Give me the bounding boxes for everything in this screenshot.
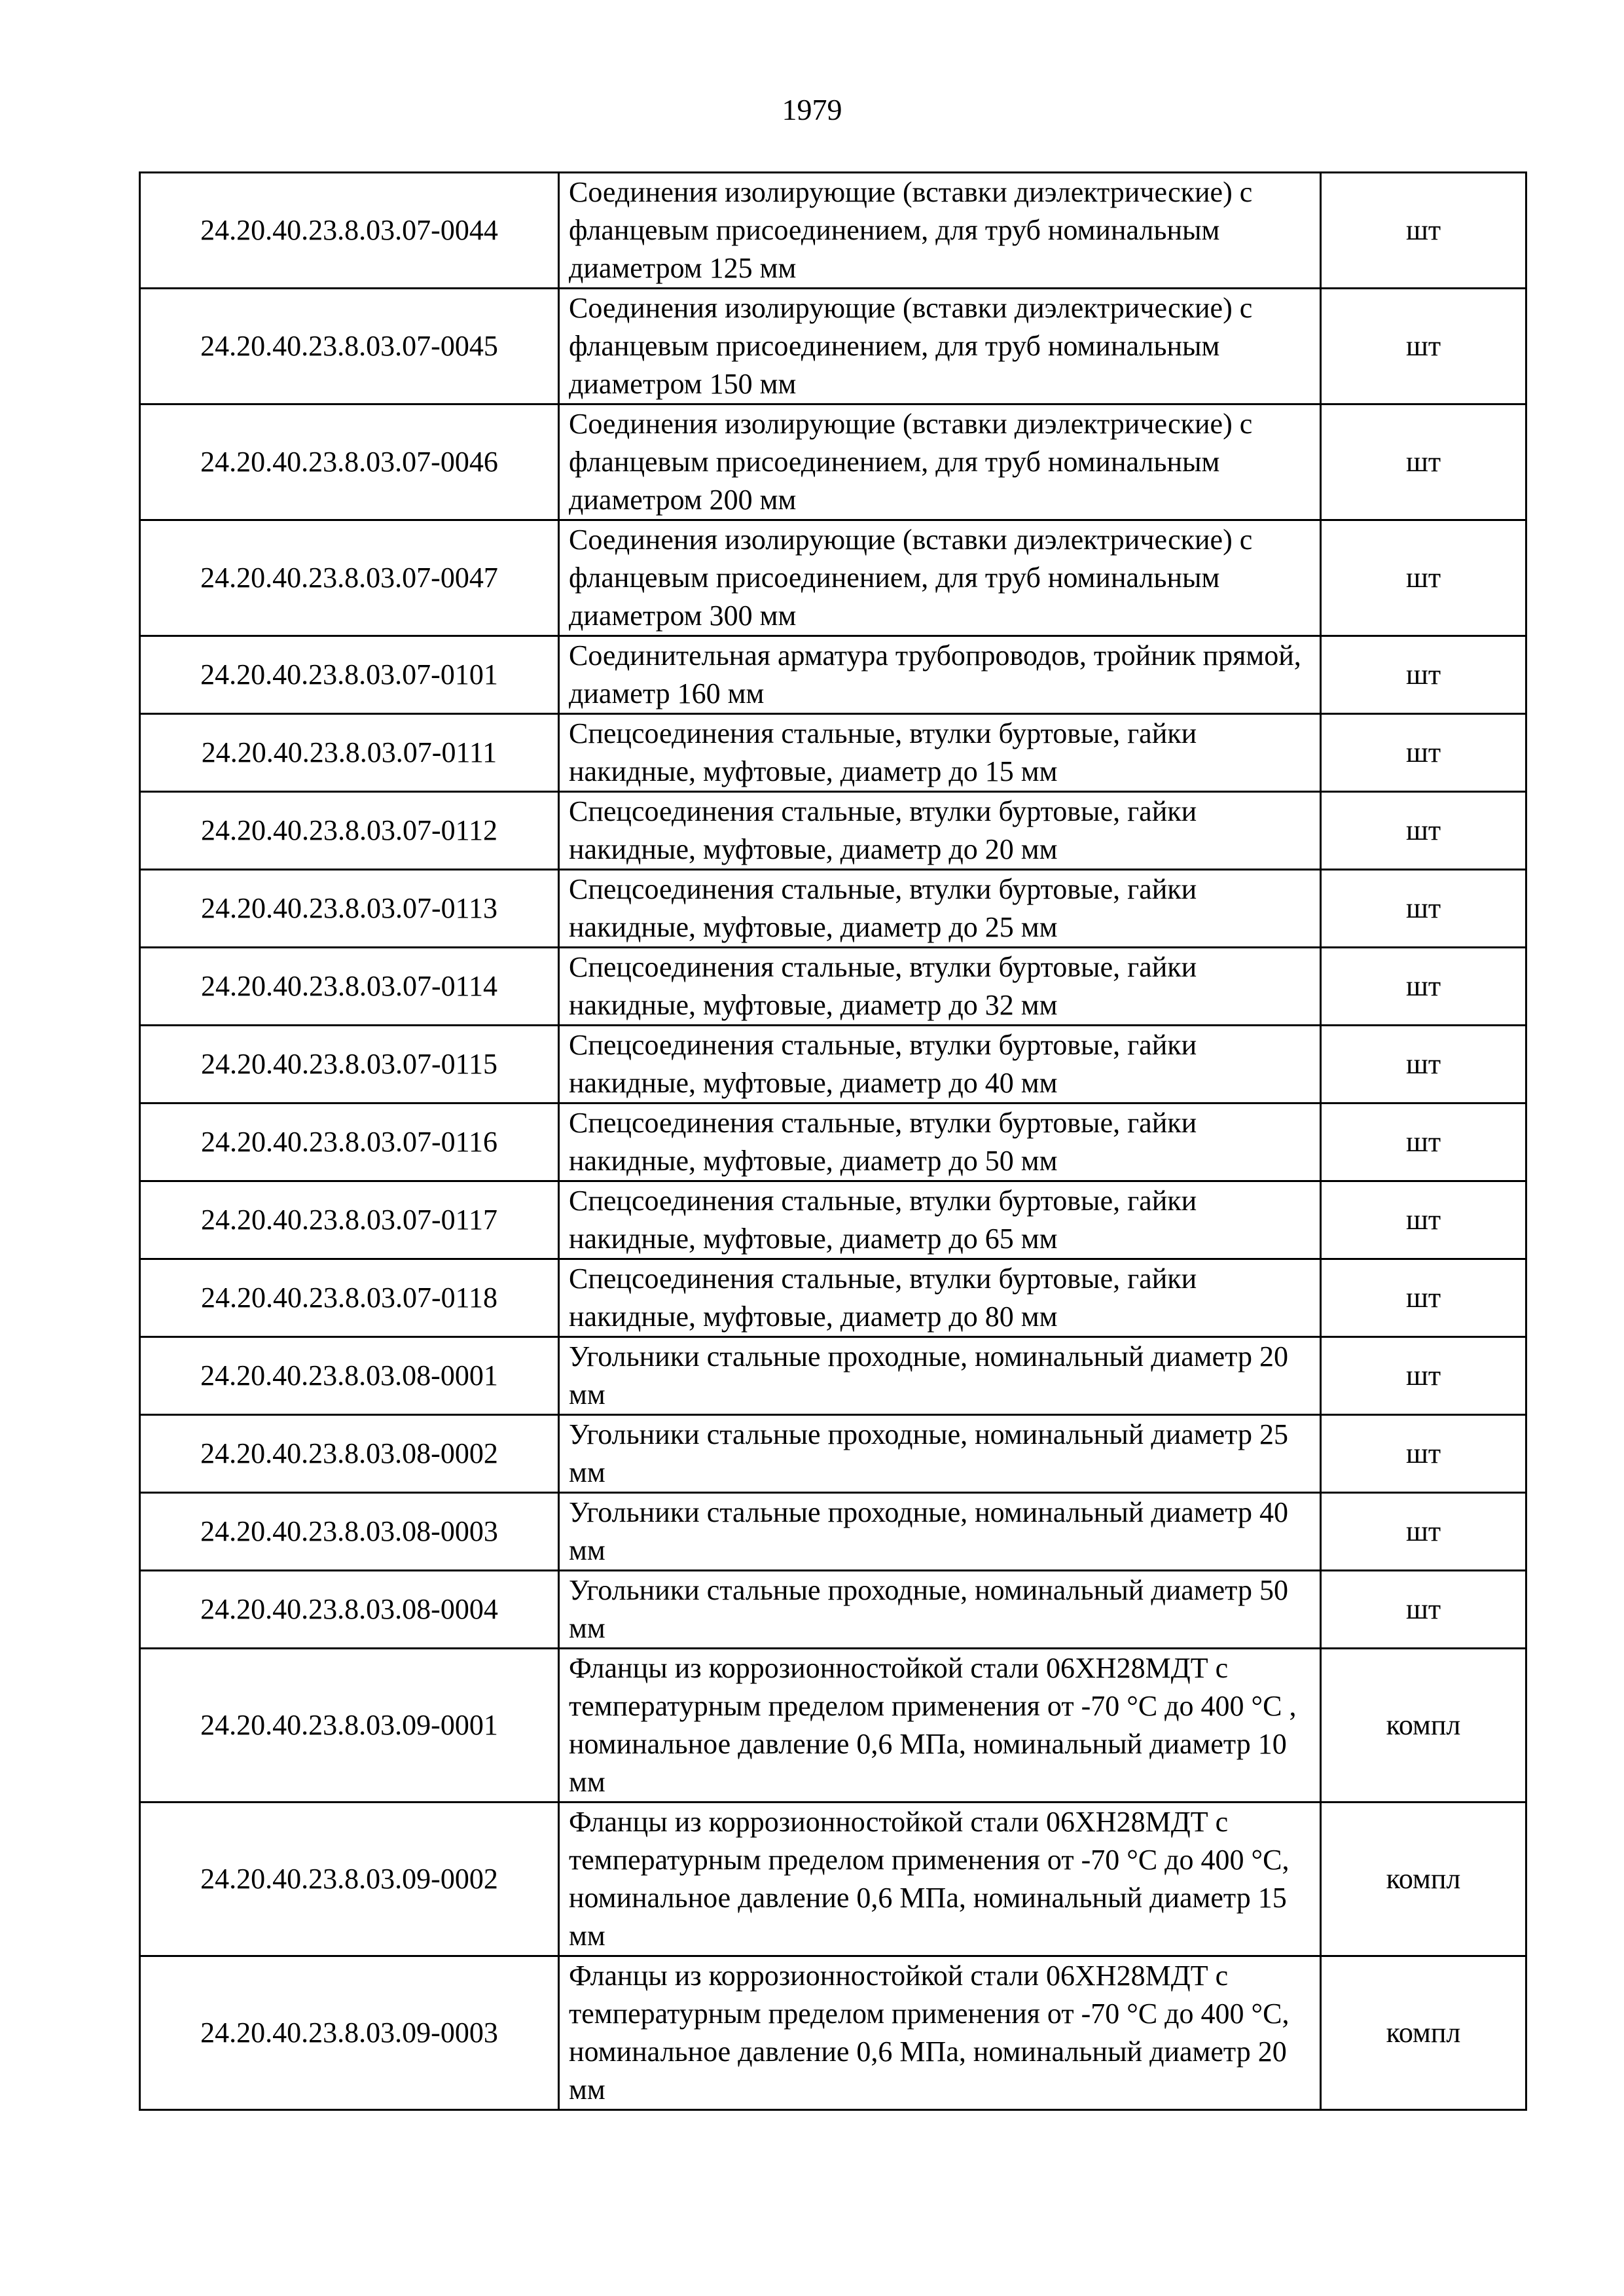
resource-code: 24.20.40.23.8.03.07-0116 (140, 1103, 559, 1181)
resource-name: Угольники стальные проходные, номинальный диаметр 50 мм (559, 1571, 1321, 1649)
resource-name: Соединения изолирующие (вставки диэлектрические) с фланцевым присоединением, для труб номинальным диаметром 300 мм (559, 520, 1321, 636)
table-row (140, 1337, 1526, 1415)
resource-unit: шт (1321, 1181, 1526, 1259)
resource-code: 24.20.40.23.8.03.07-0044 (140, 173, 559, 289)
resource-unit: шт (1321, 714, 1526, 792)
table-row (140, 404, 1526, 520)
table-row (140, 173, 1526, 289)
table-row (140, 636, 1526, 714)
resource-name: Соединения изолирующие (вставки диэлектрические) с фланцевым присоединением, для труб номинальным диаметром 125 мм (559, 173, 1321, 289)
resource-code: 24.20.40.23.8.03.08-0001 (140, 1337, 559, 1415)
table-row (140, 1259, 1526, 1337)
resource-code: 24.20.40.23.8.03.08-0002 (140, 1415, 559, 1493)
resource-name: Фланцы из коррозионностойкой стали 06ХН28МДТ с температурным пределом применения от -70 °С до 400 °С, номинальное давление 0,6 МПа, номинальный диаметр 15 мм (559, 1803, 1321, 1956)
resource-unit: шт (1321, 1337, 1526, 1415)
resource-code: 24.20.40.23.8.03.07-0101 (140, 636, 559, 714)
table-row (140, 1493, 1526, 1571)
resource-code: 24.20.40.23.8.03.07-0111 (140, 714, 559, 792)
table-row (140, 289, 1526, 404)
table-row (140, 792, 1526, 870)
table-row (140, 520, 1526, 636)
resource-unit: шт (1321, 948, 1526, 1026)
resource-code: 24.20.40.23.8.03.07-0045 (140, 289, 559, 404)
table-row (140, 1649, 1526, 1803)
resource-name: Соединительная арматура трубопроводов, тройник прямой, диаметр 160 мм (559, 636, 1321, 714)
resource-code: 24.20.40.23.8.03.09-0002 (140, 1803, 559, 1956)
resource-code: 24.20.40.23.8.03.07-0046 (140, 404, 559, 520)
resource-code: 24.20.40.23.8.03.07-0118 (140, 1259, 559, 1337)
resource-unit: шт (1321, 1571, 1526, 1649)
resource-name: Фланцы из коррозионностойкой стали 06ХН28МДТ с температурным пределом применения от -70 °С до 400 °С , номинальное давление 0,6 МПа, номинальный диаметр 10 мм (559, 1649, 1321, 1803)
resource-code: 24.20.40.23.8.03.08-0003 (140, 1493, 559, 1571)
resource-name: Спецсоединения стальные, втулки буртовые, гайки накидные, муфтовые, диаметр до 50 мм (559, 1103, 1321, 1181)
resource-code: 24.20.40.23.8.03.09-0003 (140, 1956, 559, 2110)
resource-unit: шт (1321, 636, 1526, 714)
table-row (140, 948, 1526, 1026)
resource-name: Спецсоединения стальные, втулки буртовые, гайки накидные, муфтовые, диаметр до 80 мм (559, 1259, 1321, 1337)
resource-unit: компл (1321, 1803, 1526, 1956)
resource-name: Угольники стальные проходные, номинальный диаметр 40 мм (559, 1493, 1321, 1571)
resource-name: Спецсоединения стальные, втулки буртовые, гайки накидные, муфтовые, диаметр до 65 мм (559, 1181, 1321, 1259)
table-row (140, 1956, 1526, 2110)
table-row (140, 1803, 1526, 1956)
page-number: 1979 (782, 93, 842, 126)
resource-unit: компл (1321, 1956, 1526, 2110)
resource-name: Угольники стальные проходные, номинальный диаметр 20 мм (559, 1337, 1321, 1415)
resource-code: 24.20.40.23.8.03.07-0113 (140, 870, 559, 948)
resource-unit: шт (1321, 1415, 1526, 1493)
resource-unit: шт (1321, 520, 1526, 636)
table-row (140, 1026, 1526, 1103)
resource-unit: шт (1321, 1259, 1526, 1337)
resource-name: Фланцы из коррозионностойкой стали 06ХН28МДТ с температурным пределом применения от -70 °С до 400 °С, номинальное давление 0,6 МПа, номинальный диаметр 20 мм (559, 1956, 1321, 2110)
resource-table (139, 171, 1527, 2111)
table-row (140, 714, 1526, 792)
resource-unit: шт (1321, 792, 1526, 870)
resource-code: 24.20.40.23.8.03.07-0115 (140, 1026, 559, 1103)
resource-unit: шт (1321, 404, 1526, 520)
resource-name: Спецсоединения стальные, втулки буртовые, гайки накидные, муфтовые, диаметр до 40 мм (559, 1026, 1321, 1103)
resource-code: 24.20.40.23.8.03.09-0001 (140, 1649, 559, 1803)
resource-code: 24.20.40.23.8.03.07-0112 (140, 792, 559, 870)
resource-name: Спецсоединения стальные, втулки буртовые, гайки накидные, муфтовые, диаметр до 20 мм (559, 792, 1321, 870)
resource-unit: компл (1321, 1649, 1526, 1803)
resource-name: Спецсоединения стальные, втулки буртовые, гайки накидные, муфтовые, диаметр до 32 мм (559, 948, 1321, 1026)
table-row (140, 1103, 1526, 1181)
resource-name: Соединения изолирующие (вставки диэлектрические) с фланцевым присоединением, для труб номинальным диаметром 150 мм (559, 289, 1321, 404)
resource-unit: шт (1321, 289, 1526, 404)
resource-unit: шт (1321, 1493, 1526, 1571)
resource-unit: шт (1321, 1103, 1526, 1181)
resource-code: 24.20.40.23.8.03.07-0117 (140, 1181, 559, 1259)
resource-name: Спецсоединения стальные, втулки буртовые, гайки накидные, муфтовые, диаметр до 25 мм (559, 870, 1321, 948)
table-row (140, 1181, 1526, 1259)
resource-unit: шт (1321, 1026, 1526, 1103)
table-row (140, 1415, 1526, 1493)
resource-code: 24.20.40.23.8.03.08-0004 (140, 1571, 559, 1649)
resource-unit: шт (1321, 173, 1526, 289)
table-row (140, 870, 1526, 948)
table-row (140, 1571, 1526, 1649)
resource-code: 24.20.40.23.8.03.07-0047 (140, 520, 559, 636)
resource-name: Соединения изолирующие (вставки диэлектрические) с фланцевым присоединением, для труб номинальным диаметром 200 мм (559, 404, 1321, 520)
resource-unit: шт (1321, 870, 1526, 948)
resource-code: 24.20.40.23.8.03.07-0114 (140, 948, 559, 1026)
resource-name: Угольники стальные проходные, номинальный диаметр 25 мм (559, 1415, 1321, 1493)
resource-name: Спецсоединения стальные, втулки буртовые, гайки накидные, муфтовые, диаметр до 15 мм (559, 714, 1321, 792)
